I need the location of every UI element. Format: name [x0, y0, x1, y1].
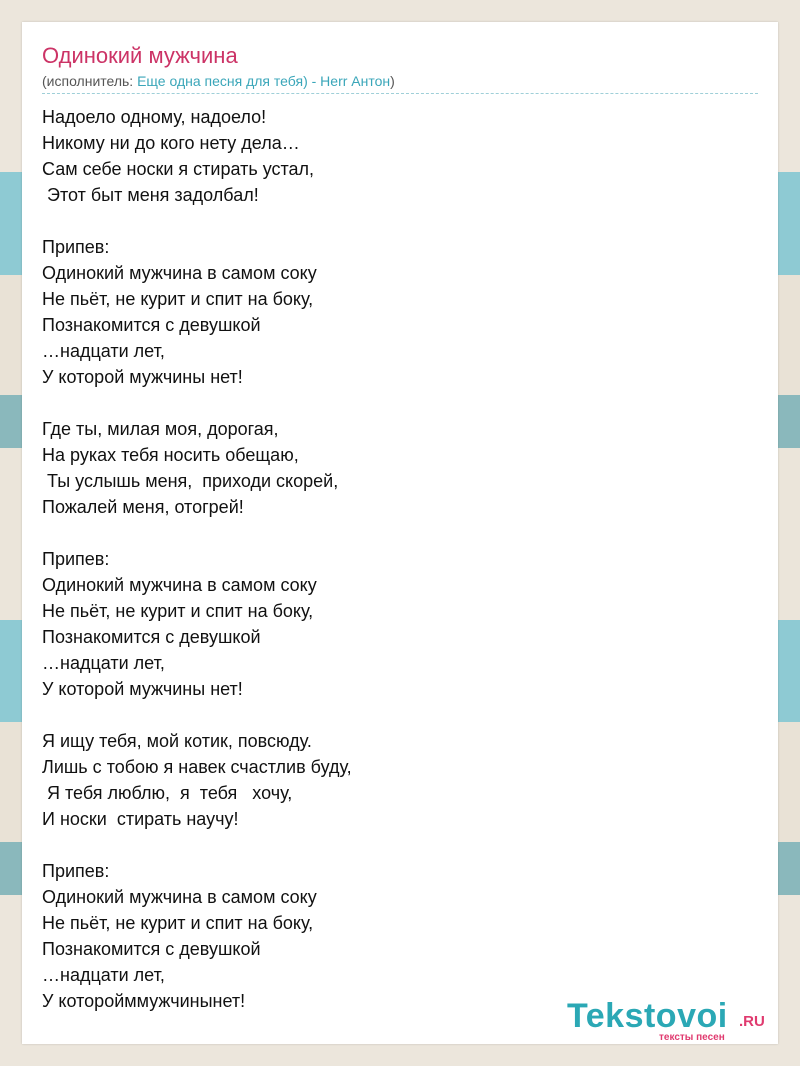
lyric-line: …надцати лет, [42, 341, 165, 361]
lyric-line: …надцати лет, [42, 965, 165, 985]
stanza-gap [42, 520, 352, 546]
lyric-line: …надцати лет, [42, 653, 165, 673]
song-title: Одинокий мужчина [42, 43, 238, 68]
logo-tagline: тексты песен [659, 1032, 725, 1043]
site-logo[interactable] [567, 998, 777, 1042]
lyric-line: Не пьёт, не курит и спит на боку, [42, 913, 314, 933]
lyric-line: Припев: [42, 861, 110, 881]
lyric-line: Лишь с тобою я навек счастлив буду, [42, 757, 352, 777]
lyric-line: У которой мужчины нет! [42, 679, 243, 699]
lyric-line: Пожалей меня, отогрей! [42, 497, 244, 517]
lyric-line: У которой мужчины нет! [42, 367, 243, 387]
dashed-divider [42, 93, 758, 94]
artist-prefix: (исполнитель: [42, 73, 138, 89]
lyric-line: Одинокий мужчина в самом соку [42, 263, 317, 283]
lyric-line: Припев: [42, 549, 110, 569]
logo-domain: .RU [739, 1013, 765, 1030]
lyric-line: Никому ни до кого нету дела… [42, 133, 300, 153]
lyric-line: Припев: [42, 237, 110, 257]
lyric-line: Одинокий мужчина в самом соку [42, 887, 317, 907]
lyric-line: Познакомится с девушкой [42, 939, 261, 959]
stanza-gap [42, 208, 352, 234]
lyric-line: Я тебя люблю, я тебя хочу, [42, 783, 293, 803]
lyric-line: И носки стирать научу! [42, 809, 239, 829]
lyric-line: У которойммужчинынет! [42, 991, 246, 1011]
album-artist-link[interactable]: Еще одна песня для тебя) - Herr Антон [137, 73, 391, 89]
lyric-line: Где ты, милая моя, дорогая, [42, 419, 279, 439]
lyrics-sheet [22, 22, 778, 1044]
lyric-line: Я ищу тебя, мой котик, повсюду. [42, 731, 312, 751]
lyric-line: Сам себе носки я стирать устал, [42, 159, 315, 179]
lyric-line: Этот быт меня задолбал! [42, 185, 259, 205]
artist-suffix: ) [390, 73, 395, 89]
lyrics-body [42, 104, 352, 1014]
lyric-line: Не пьёт, не курит и спит на боку, [42, 289, 314, 309]
lyric-line: Познакомится с девушкой [42, 627, 261, 647]
lyric-line: Надоело одному, надоело! [42, 107, 267, 127]
lyric-line: Не пьёт, не курит и спит на боку, [42, 601, 314, 621]
stanza-gap [42, 390, 352, 416]
lyric-line: На руках тебя носить обещаю, [42, 445, 299, 465]
lyric-line: Ты услышь меня, приходи скорей, [42, 471, 339, 491]
lyric-line: Одинокий мужчина в самом соку [42, 575, 317, 595]
lyric-line: Познакомится с девушкой [42, 315, 261, 335]
stanza-gap [42, 832, 352, 858]
stanza-gap [42, 702, 352, 728]
artist-line [42, 73, 395, 89]
logo-wordmark: Tekstovoi [567, 997, 728, 1035]
